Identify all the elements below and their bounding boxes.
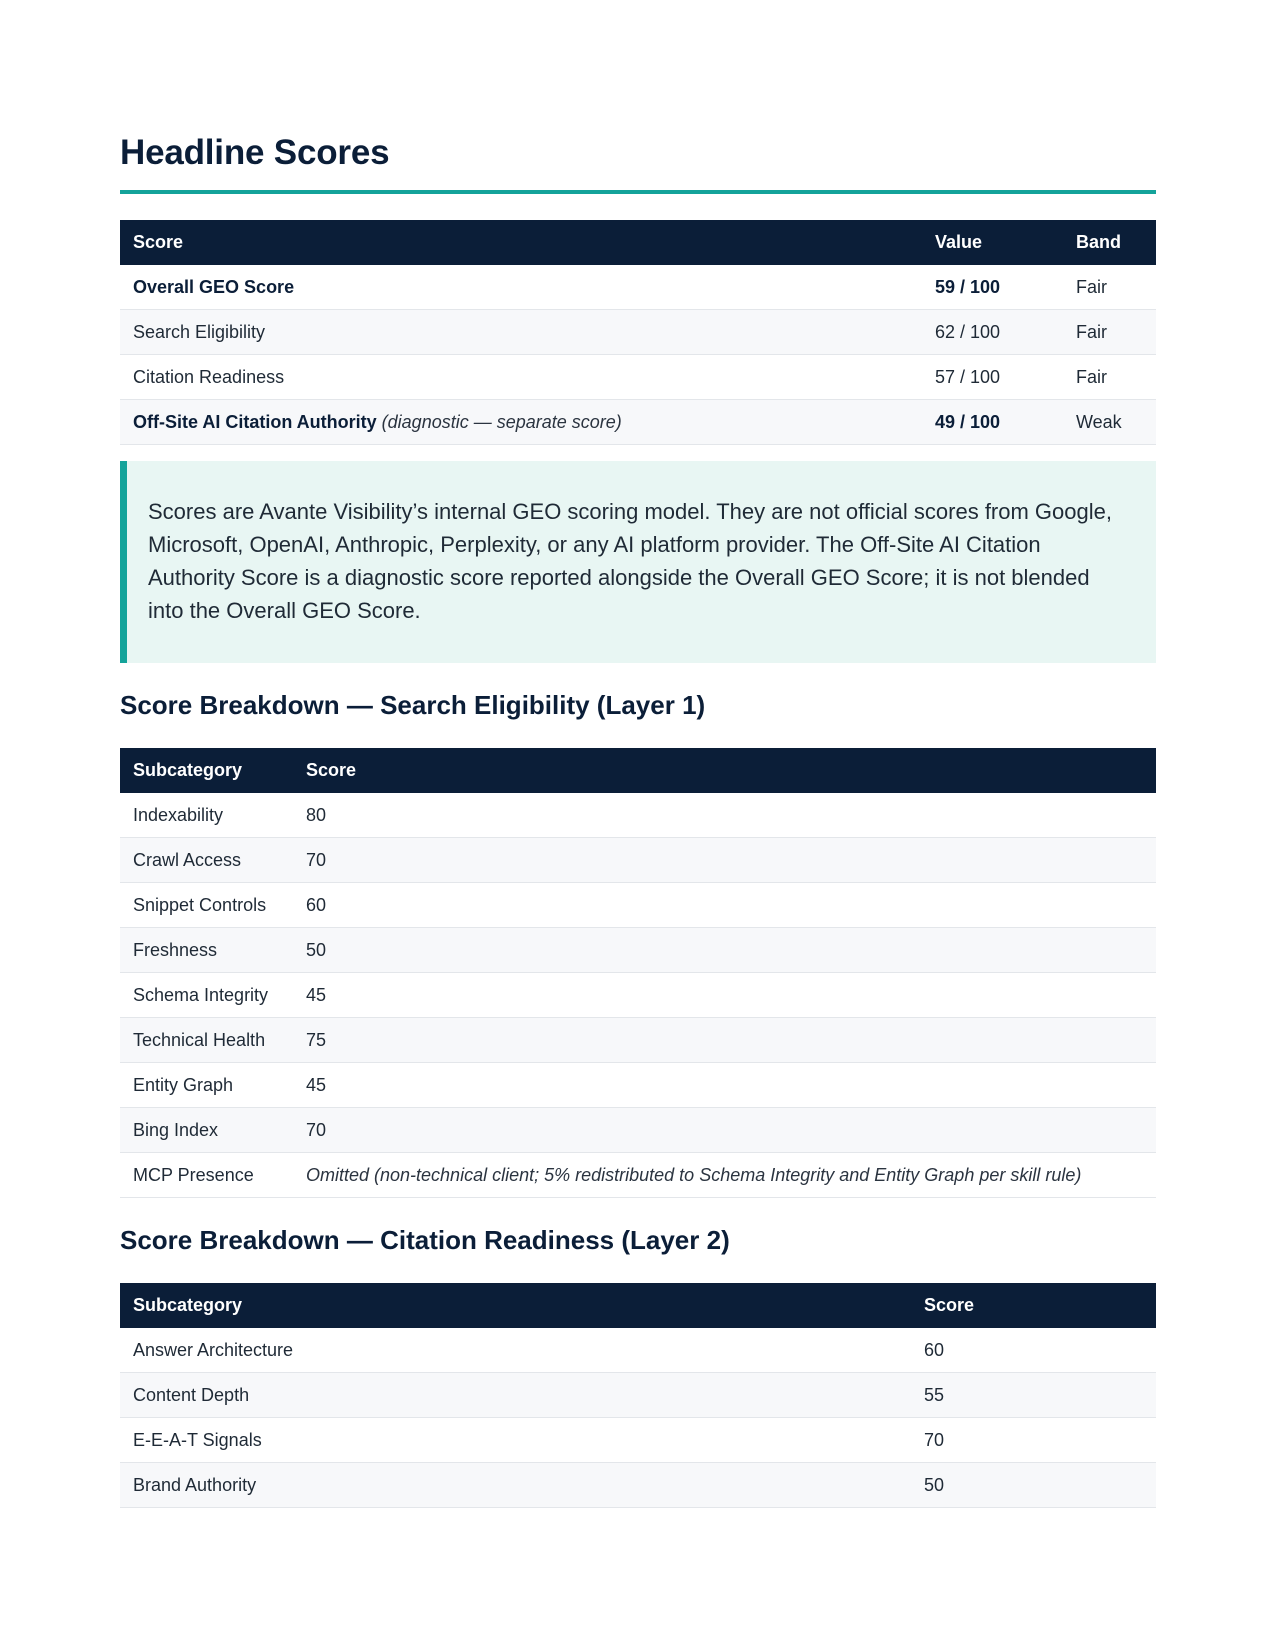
report-page <box>120 132 1156 1508</box>
layer2-breakdown-table <box>120 1283 1156 1508</box>
subcategory-name: Indexability <box>120 793 293 838</box>
score-band: Fair <box>1063 310 1156 355</box>
subcategory-name: Freshness <box>120 928 293 973</box>
subcategory-name: Snippet Controls <box>120 883 293 928</box>
score-name-cell <box>120 400 922 445</box>
subcategory-score: 70 <box>293 838 1156 883</box>
column-header-value: Value <box>922 220 1063 265</box>
subcategory-score: 45 <box>293 1063 1156 1108</box>
section-title-layer1: Score Breakdown — Search Eligibility (Layer 1) <box>120 690 706 720</box>
score-band: Weak <box>1063 400 1156 445</box>
subcategory-name: Bing Index <box>120 1108 293 1153</box>
title-divider <box>120 190 1156 194</box>
subcategory-name: Brand Authority <box>120 1463 911 1508</box>
subcategory-name: Content Depth <box>120 1373 911 1418</box>
subcategory-score: 60 <box>911 1328 1156 1373</box>
column-header-score: Score <box>120 220 922 265</box>
column-header-subcategory: Subcategory <box>120 1283 911 1328</box>
table-row <box>120 838 1156 883</box>
subcategory-score: 75 <box>293 1018 1156 1063</box>
subcategory-score: 60 <box>293 883 1156 928</box>
score-name: Overall GEO Score <box>133 276 295 297</box>
column-header-score: Score <box>911 1283 1156 1328</box>
subcategory-name: Schema Integrity <box>120 973 293 1018</box>
score-band: Fair <box>1063 265 1156 310</box>
subcategory-score: 80 <box>293 793 1156 838</box>
score-name: Citation Readiness <box>120 355 922 400</box>
score-name: Search Eligibility <box>120 310 922 355</box>
table-row <box>120 883 1156 928</box>
table-row <box>120 793 1156 838</box>
subcategory-score: 70 <box>293 1108 1156 1153</box>
score-name-cell <box>120 265 922 310</box>
score-value: 62 / 100 <box>922 310 1063 355</box>
subcategory-name: E-E-A-T Signals <box>120 1418 911 1463</box>
disclaimer-callout: Scores are Avante Visibility’s internal GEO scoring model. They are not official scores from Google, Microsoft, OpenAI, Anthropic, Perplexity, or any AI platform provider. The Off-Site AI Citation Authority Score is a diagnostic score reported alongside the Overall GEO Score; it is not blended into the Overall GEO Score. <box>120 461 1156 663</box>
subcategory-score: 70 <box>911 1418 1156 1463</box>
subcategory-score: 50 <box>293 928 1156 973</box>
table-row <box>120 928 1156 973</box>
table-row <box>120 1328 1156 1373</box>
score-value: 59 / 100 <box>922 265 1063 310</box>
subcategory-score: 55 <box>911 1373 1156 1418</box>
subcategory-name: Technical Health <box>120 1018 293 1063</box>
table-row <box>120 1063 1156 1108</box>
table-row <box>120 310 1156 355</box>
subcategory-score: 45 <box>293 973 1156 1018</box>
score-value: 49 / 100 <box>922 400 1063 445</box>
page-title: Headline Scores <box>120 133 390 172</box>
score-band: Fair <box>1063 355 1156 400</box>
score-note: (diagnostic — separate score) <box>381 411 622 432</box>
headline-scores-table <box>120 220 1156 445</box>
table-row <box>120 355 1156 400</box>
table-row <box>120 1108 1156 1153</box>
score-value: 57 / 100 <box>922 355 1063 400</box>
subcategory-name: Answer Architecture <box>120 1328 911 1373</box>
score-name: Off-Site AI Citation Authority <box>133 411 377 432</box>
column-header-subcategory: Subcategory <box>120 748 293 793</box>
table-row <box>120 1018 1156 1063</box>
table-header-row <box>120 748 1156 793</box>
table-header-row <box>120 1283 1156 1328</box>
column-header-score: Score <box>293 748 1156 793</box>
subcategory-name: MCP Presence <box>120 1153 293 1198</box>
table-row <box>120 400 1156 445</box>
layer1-breakdown-table <box>120 748 1156 1198</box>
subcategory-score: Omitted (non-technical client; 5% redistributed to Schema Integrity and Entity Graph per skill rule) <box>293 1153 1156 1198</box>
table-header-row <box>120 220 1156 265</box>
table-row <box>120 1463 1156 1508</box>
table-row <box>120 973 1156 1018</box>
table-row <box>120 265 1156 310</box>
subcategory-name: Crawl Access <box>120 838 293 883</box>
section-title-layer2: Score Breakdown — Citation Readiness (Layer 2) <box>120 1225 730 1255</box>
column-header-band: Band <box>1063 220 1156 265</box>
table-row <box>120 1373 1156 1418</box>
subcategory-name: Entity Graph <box>120 1063 293 1108</box>
table-row <box>120 1418 1156 1463</box>
table-row <box>120 1153 1156 1198</box>
subcategory-score: 50 <box>911 1463 1156 1508</box>
